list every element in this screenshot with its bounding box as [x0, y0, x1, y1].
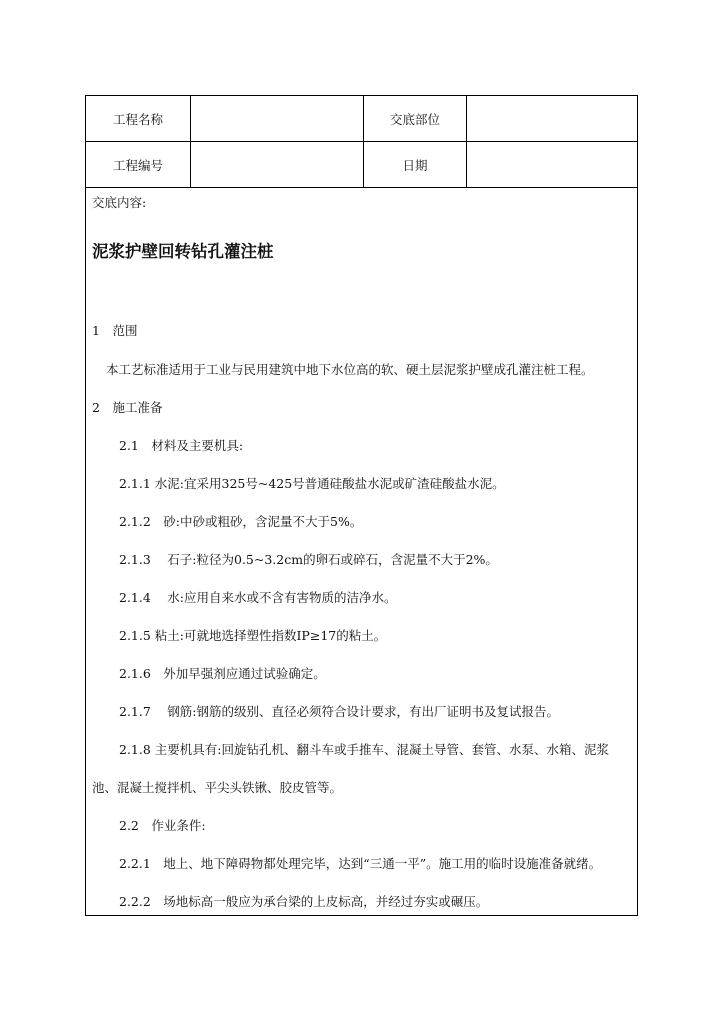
date-label: 日期: [364, 142, 467, 187]
header-row-2: [86, 142, 637, 188]
handover-form: [85, 95, 638, 916]
item-2-1: 2.1 材料及主要机具:: [119, 438, 244, 453]
project-number-field[interactable]: [191, 142, 364, 187]
item-2-2: 2.2 作业条件:: [119, 818, 206, 833]
content-area: [86, 188, 637, 915]
header-row-1: [86, 96, 637, 142]
doc-title: 泥浆护壁回转钻孔灌注桩: [92, 242, 274, 261]
item-2-1-8-line-2: 池、混凝土搅拌机、平尖头铁锹、胶皮管等。: [92, 780, 343, 795]
project-name-label: 工程名称: [86, 96, 191, 141]
item-2-1-7: 2.1.7 钢筋:钢筋的级别、直径必须符合设计要求，有出厂证明书及复试报告。: [119, 704, 559, 719]
item-2-2-1: 2.2.1 地上、地下障碍物都处理完毕，达到“三通一平”。施工用的临时设施准备就绪。: [119, 856, 602, 871]
handover-part-label: 交底部位: [364, 96, 467, 141]
date-field[interactable]: [467, 142, 637, 187]
item-2-1-6: 2.1.6 外加早强剂应通过试验确定。: [119, 666, 326, 681]
item-2-1-3: 2.1.3 石子:粒径为0.5~3.2cm的卵石或碎石，含泥量不大于2%。: [119, 552, 498, 567]
section-1-heading: 1 范围: [92, 323, 138, 338]
item-2-1-2: 2.1.2 砂:中砂或粗砂，含泥量不大于5%。: [119, 514, 363, 529]
item-2-1-8-line-1: 2.1.8 主要机具有:回旋钻孔机、翻斗车或手推车、混凝土导管、套管、水泵、水箱、泥浆: [119, 742, 609, 757]
intro-label: 交底内容:: [92, 195, 147, 210]
item-2-2-2: 2.2.2 场地标高一般应为承台梁的上皮标高，并经过夯实或碾压。: [119, 894, 489, 909]
project-name-field[interactable]: [191, 96, 364, 141]
item-2-1-1: 2.1.1 水泥:宜采用325号~425号普通硅酸盐水泥或矿渣硅酸盐水泥。: [119, 476, 505, 491]
section-1-text: 本工艺标准适用于工业与民用建筑中地下水位高的软、硬土层泥浆护壁成孔灌注桩工程。: [106, 362, 594, 377]
item-2-1-4: 2.1.4 水:应用自来水或不含有害物质的洁净水。: [119, 590, 397, 605]
project-number-label: 工程编号: [86, 142, 191, 187]
handover-part-field[interactable]: [467, 96, 637, 141]
item-2-1-5: 2.1.5 粘土:可就地选择塑性指数IP≥17的粘土。: [119, 628, 387, 643]
section-2-heading: 2 施工准备: [92, 400, 163, 415]
